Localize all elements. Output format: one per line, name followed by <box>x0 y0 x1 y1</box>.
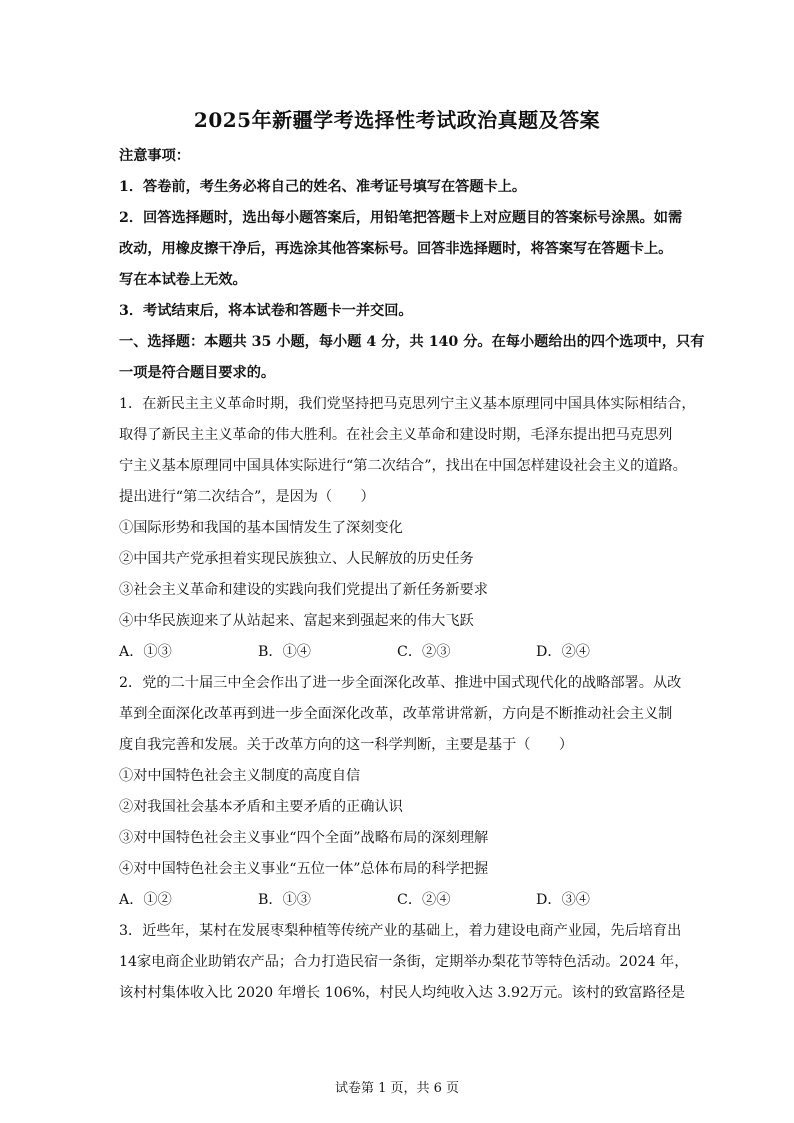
option-b: B．①④ <box>258 644 311 660</box>
question-item: ①对中国特色社会主义制度的高度自信 <box>119 768 361 784</box>
option-d: D．③④ <box>536 892 590 908</box>
question-stem: 3．近些年，某村在发展枣梨种植等传统产业的基础上，着力建设电商产业园，先后培育出 <box>119 923 682 939</box>
question-stem: 革到全面深化改革再到进一步全面深化改革，改革常讲常新，方向是不断推动社会主义制 <box>119 706 673 722</box>
notice-line: 改动，用橡皮擦干净后，再选涂其他答案标号。回答非选择题时，将答案写在答题卡上。 <box>119 241 673 257</box>
notice-line: 2．回答选择题时，选出每小题答案后，用铅笔把答题卡上对应题目的答案标号涂黑。如需 <box>119 210 683 226</box>
question-stem: 该村村集体收入比 2020 年增长 106%，村民人均纯收入达 3.92万元。该村的致富路径是 <box>119 985 686 1001</box>
question-stem: 2．党的二十届三中全会作出了进一步全面深化改革、推进中国式现代化的战略部署。从改 <box>119 675 682 691</box>
option-c: C．②③ <box>397 644 451 660</box>
question-stem: 取得了新民主主义革命的伟大胜利。在社会主义革命和建设时期，毛泽东提出把马克思列 <box>119 427 673 443</box>
question-item: ①国际形势和我国的基本国情发生了深刻变化 <box>119 520 403 536</box>
notice-heading: 注意事项： <box>119 148 190 164</box>
answer-options <box>119 642 679 662</box>
section-heading: 一项是符合题目要求的。 <box>119 365 276 381</box>
page-title: 2025年新疆学考选择性考试政治真题及答案 <box>193 108 601 132</box>
question-item: ④对中国特色社会主义事业“五位一体”总体布局的科学把握 <box>119 861 489 877</box>
option-d: D．②④ <box>536 644 590 660</box>
notice-line: 写在本试卷上无效。 <box>119 272 247 288</box>
question-stem: 度自我完善和发展。关于改革方向的这一科学判断，主要是基于（ ） <box>119 737 574 753</box>
notice-line: 1．答卷前，考生务必将自己的姓名、准考证号填写在答题卡上。 <box>119 179 527 195</box>
notice-line: 3．考试结束后，将本试卷和答题卡一并交回。 <box>119 303 413 319</box>
question-stem: 提出进行“第二次结合”，是因为（ ） <box>119 489 375 505</box>
question-item: ③对中国特色社会主义事业“四个全面”战略布局的深刻理解 <box>119 830 489 846</box>
answer-options <box>119 890 679 910</box>
question-stem: 1．在新民主主义革命时期，我们党坚持把马克思列宁主义基本原理同中国具体实际相结合， <box>119 396 696 412</box>
question-stem: 宁主义基本原理同中国具体实际进行“第二次结合”，找出在中国怎样建设社会主义的道路。 <box>119 458 687 474</box>
page-footer: 试卷第 1 页，共 6 页 <box>334 1081 460 1096</box>
question-stem: 14家电商企业助销农产品；合力打造民宿一条街，定期举办梨花节等特色活动。2024 年， <box>119 954 689 970</box>
option-a: A．①② <box>119 892 172 908</box>
question-item: ③社会主义革命和建设的实践向我们党提出了新任务新要求 <box>119 582 488 598</box>
question-item: ②中国共产党承担着实现民族独立、人民解放的历史任务 <box>119 551 474 567</box>
option-c: C．②④ <box>397 892 451 908</box>
section-heading: 一、选择题：本题共 35 小题，每小题 4 分，共 140 分。在每小题给出的四个选项中，只有 <box>119 334 705 350</box>
option-b: B．①③ <box>258 892 311 908</box>
question-item: ④中华民族迎来了从站起来、富起来到强起来的伟大飞跃 <box>119 613 474 629</box>
question-item: ②对我国社会基本矛盾和主要矛盾的正确认识 <box>119 799 403 815</box>
option-a: A．①③ <box>119 644 172 660</box>
